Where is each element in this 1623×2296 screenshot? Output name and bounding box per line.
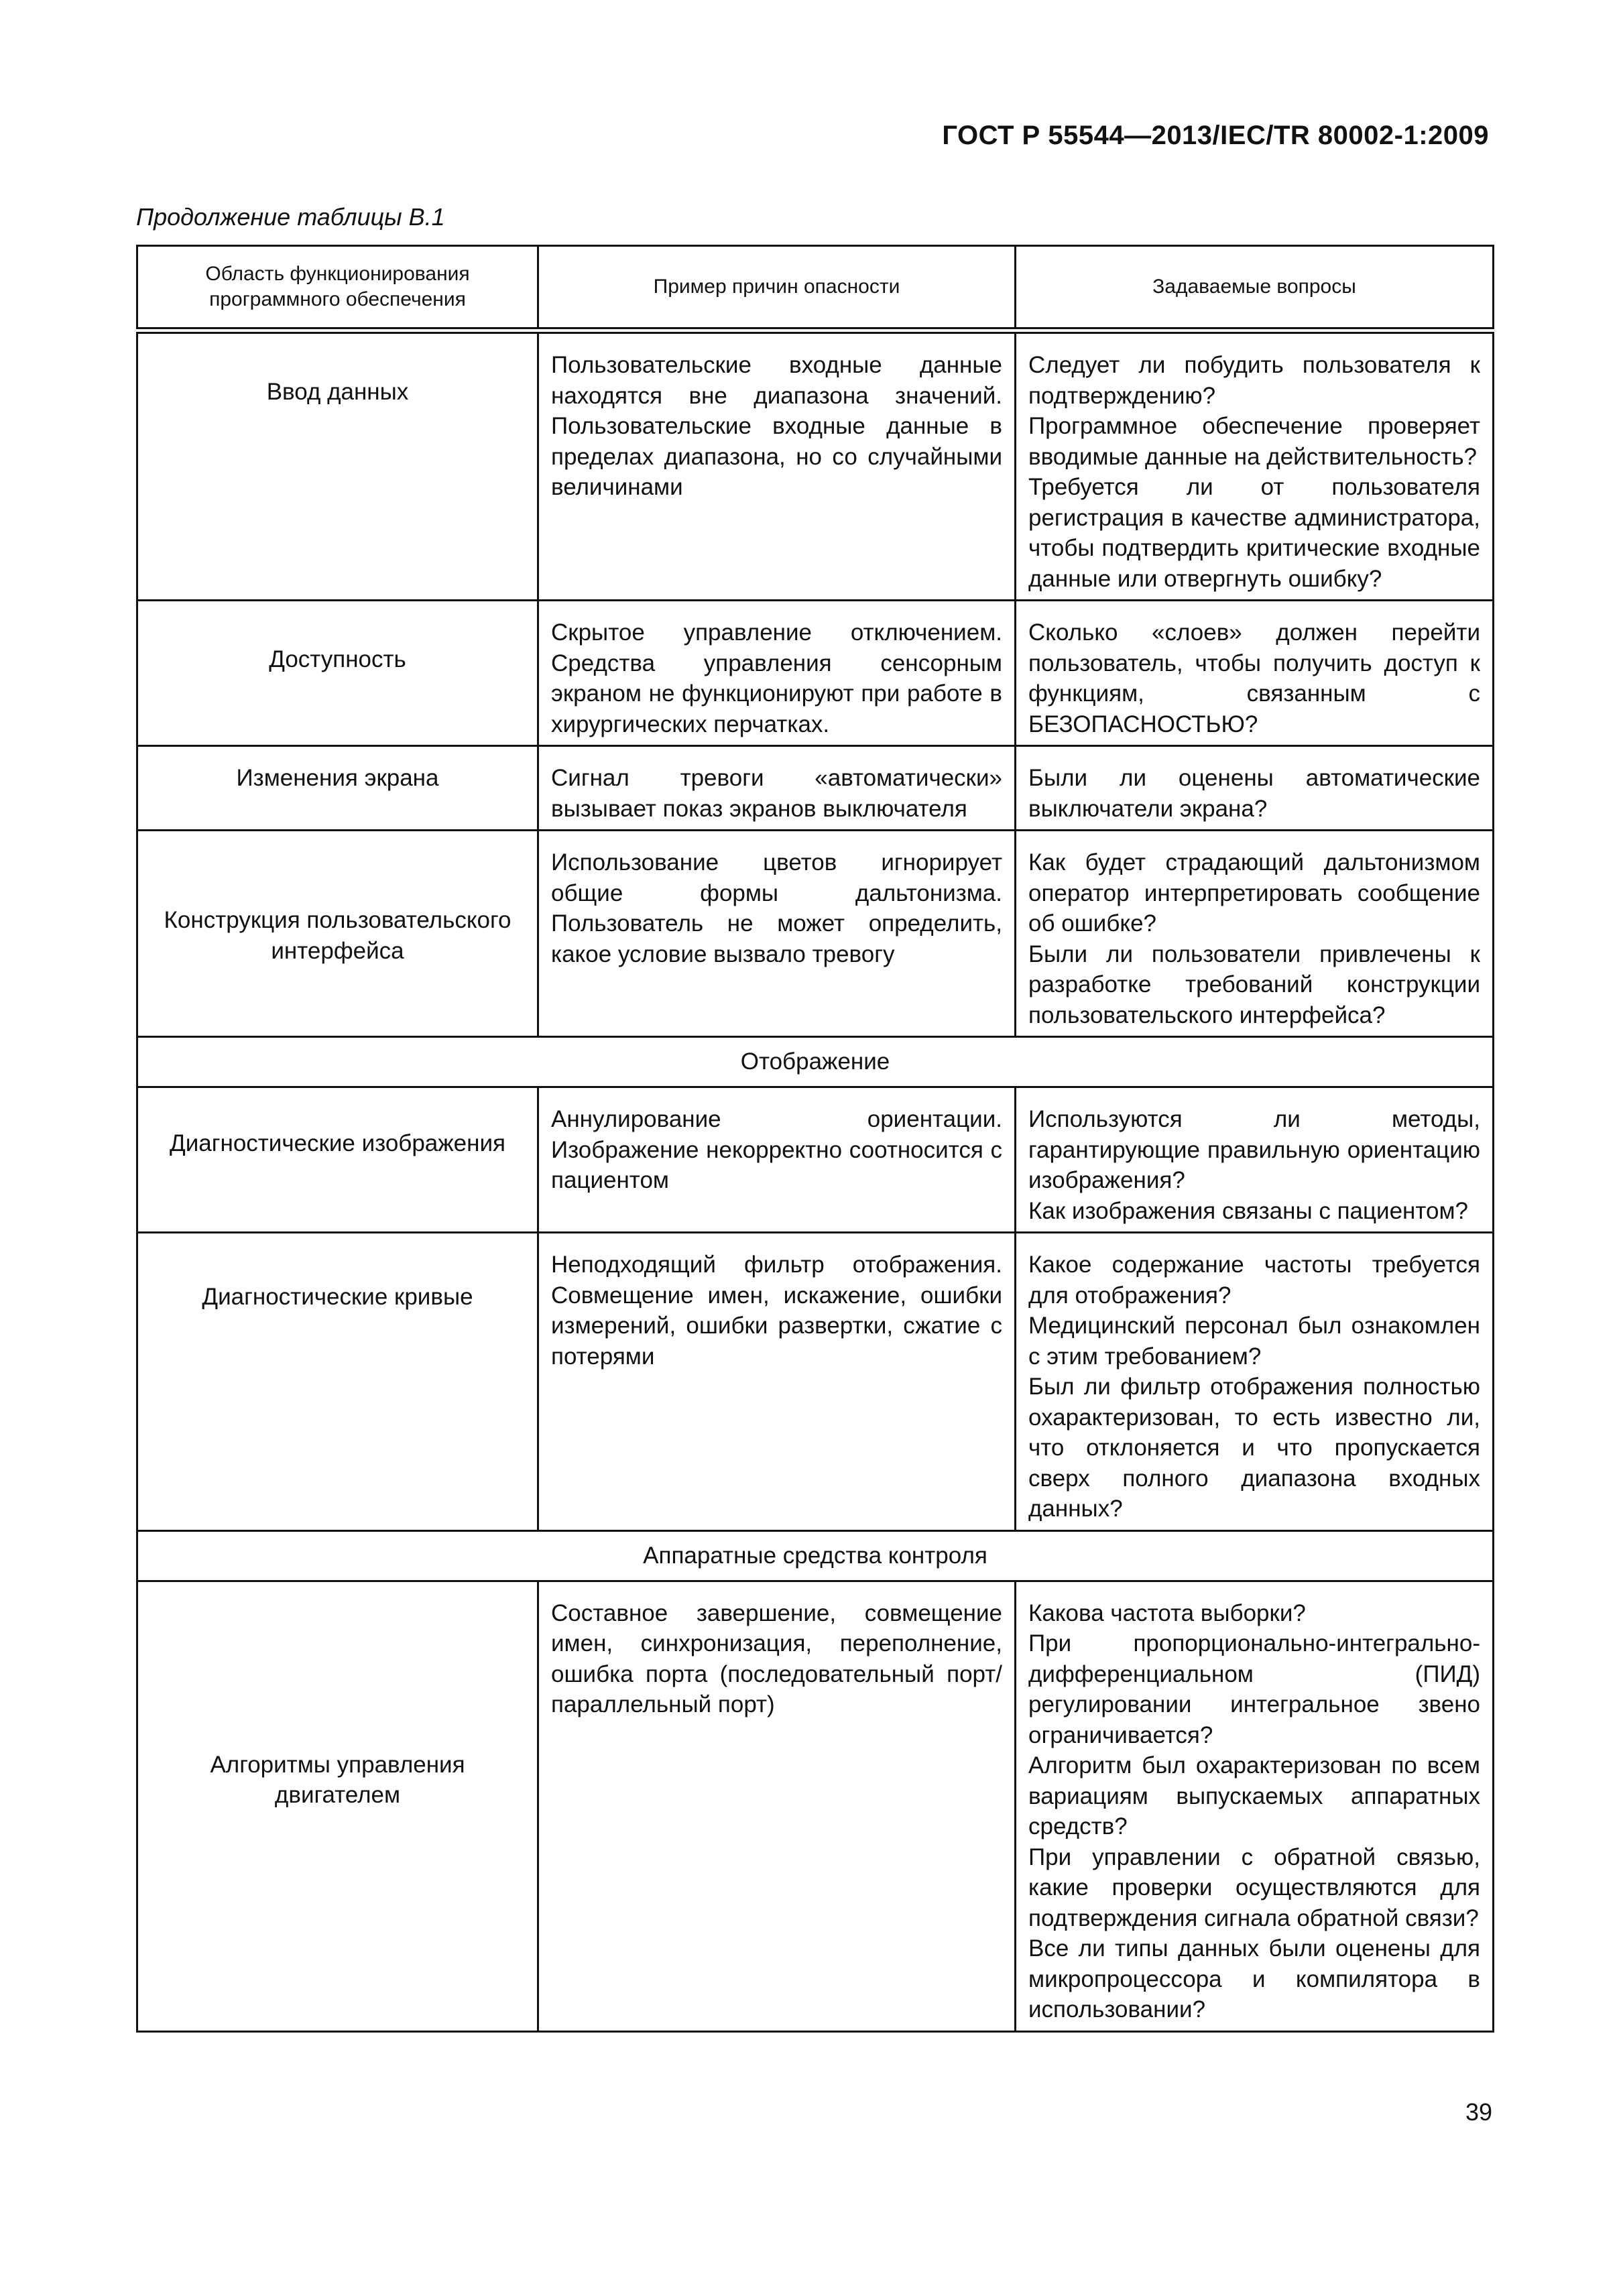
row-questions (1016, 746, 1494, 831)
table-row (137, 330, 1494, 601)
question-line: Какое содержание частоты требуется для отображения? (1028, 1252, 1480, 1309)
row-hazards: Использование цветов игнорирует общие формы дальтонизма. Пользователь не может определить, какое условие вызвало тревогу (538, 831, 1016, 1037)
question-line: Как будет страдающий дальтонизмом оператор интерпретировать сообщение об ошибке? (1028, 849, 1480, 936)
column-header-area: Область функционирования программного обеспечения (137, 246, 538, 331)
question-line: Все ли типы данных были оценены для микропроцессора и компилятора в использовании? (1028, 1935, 1480, 2022)
section-title-display: Отображение (137, 1037, 1494, 1087)
row-area: Конструкция пользовательского интерфейса (137, 831, 538, 1037)
row-area: Диагностические изображения (137, 1087, 538, 1233)
row-questions (1016, 601, 1494, 746)
table-continuation-caption: Продолжение таблицы В.1 (136, 203, 445, 231)
section-row-display (137, 1037, 1494, 1087)
section-row-hardware (137, 1530, 1494, 1581)
question-line: При управлении с обратной связью, какие проверки осуществляются для подтверждения сигнала обратной связи? (1028, 1844, 1480, 1931)
row-area: Доступность (137, 601, 538, 746)
question-line: Были ли пользователи привлечены к разработке требований конструкции пользовательского интерфейса? (1028, 941, 1480, 1028)
table-row (137, 1087, 1494, 1233)
question-line: Алгоритм был охарактеризован по всем вариациям выпускаемых аппаратных средств? (1028, 1752, 1480, 1839)
table-row (137, 746, 1494, 831)
question-line: Используются ли методы, гарантирующие правильную ориентацию изображения? (1028, 1106, 1480, 1193)
row-area: Диагностические кривые (137, 1233, 538, 1531)
row-area: Ввод данных (137, 330, 538, 601)
row-questions (1016, 1087, 1494, 1233)
row-questions (1016, 1233, 1494, 1531)
question-line: Следует ли побудить пользователя к подтверждению? (1028, 352, 1480, 409)
question-line: При пропорционально-интегрально-дифференциальном (ПИД) регулировании интегральное звено ограничивается? (1028, 1630, 1480, 1748)
row-hazards: Пользовательские входные данные находятся вне диапазона значений. Пользовательские входные данные в пределах диапазона, но со случайными величинами (538, 330, 1016, 601)
row-questions (1016, 1581, 1494, 2031)
question-line: Были ли оценены автоматические выключатели экрана? (1028, 765, 1480, 822)
table-row (137, 1581, 1494, 2031)
row-area: Изменения экрана (137, 746, 538, 831)
row-hazards: Сигнал тревоги «автоматически» вызывает показ экранов выключателя (538, 746, 1016, 831)
question-line: Медицинский персонал был ознакомлен с этим требованием? (1028, 1313, 1480, 1370)
column-header-questions: Задаваемые вопросы (1016, 246, 1494, 331)
column-header-hazards: Пример причин опасности (538, 246, 1016, 331)
question-line: Программное обеспечение проверяет вводимые данные на действительность? (1028, 413, 1480, 470)
row-questions (1016, 831, 1494, 1037)
table-row (137, 1233, 1494, 1531)
question-line: Как изображения связаны с пациентом? (1028, 1197, 1469, 1224)
table-row (137, 831, 1494, 1037)
page-number: 39 (1465, 2098, 1492, 2126)
row-area: Алгоритмы управления двигателем (137, 1581, 538, 2031)
question-line: Сколько «слоев» должен перейти пользователь, чтобы получить доступ к функциям, связанным с БЕЗОПАСНОСТЬЮ? (1028, 619, 1480, 737)
document-header: ГОСТ Р 55544—2013/IEC/TR 80002-1:2009 (942, 121, 1489, 150)
row-hazards: Аннулирование ориентации. Изображение некорректно соотносится с пациентом (538, 1087, 1016, 1233)
row-questions (1016, 330, 1494, 601)
table-row (137, 601, 1494, 746)
row-hazards: Составное завершение, совмещение имен, синхронизация, переполнение, ошибка порта (последовательный порт/параллельный порт) (538, 1581, 1016, 2031)
section-title-hardware: Аппаратные средства контроля (137, 1530, 1494, 1581)
row-hazards: Неподходящий фильтр отображения. Совмещение имен, искажение, ошибки измерений, ошибки развертки, сжатие с потерями (538, 1233, 1016, 1531)
question-line: Требуется ли от пользователя регистрация в качестве администратора, чтобы подтвердить критические входные данные или отвергнуть ошибку? (1028, 474, 1480, 592)
row-hazards: Скрытое управление отключением. Средства управления сенсорным экраном не функционируют при работе в хирургических перчатках. (538, 601, 1016, 746)
question-line: Был ли фильтр отображения полностью охарактеризован, то есть известно ли, что отклоняется и что пропускается сверх полного диапазона входных данных? (1028, 1374, 1480, 1522)
table-header-row (137, 246, 1494, 331)
question-line: Какова частота выборки? (1028, 1599, 1306, 1626)
hazard-table (136, 245, 1494, 2033)
